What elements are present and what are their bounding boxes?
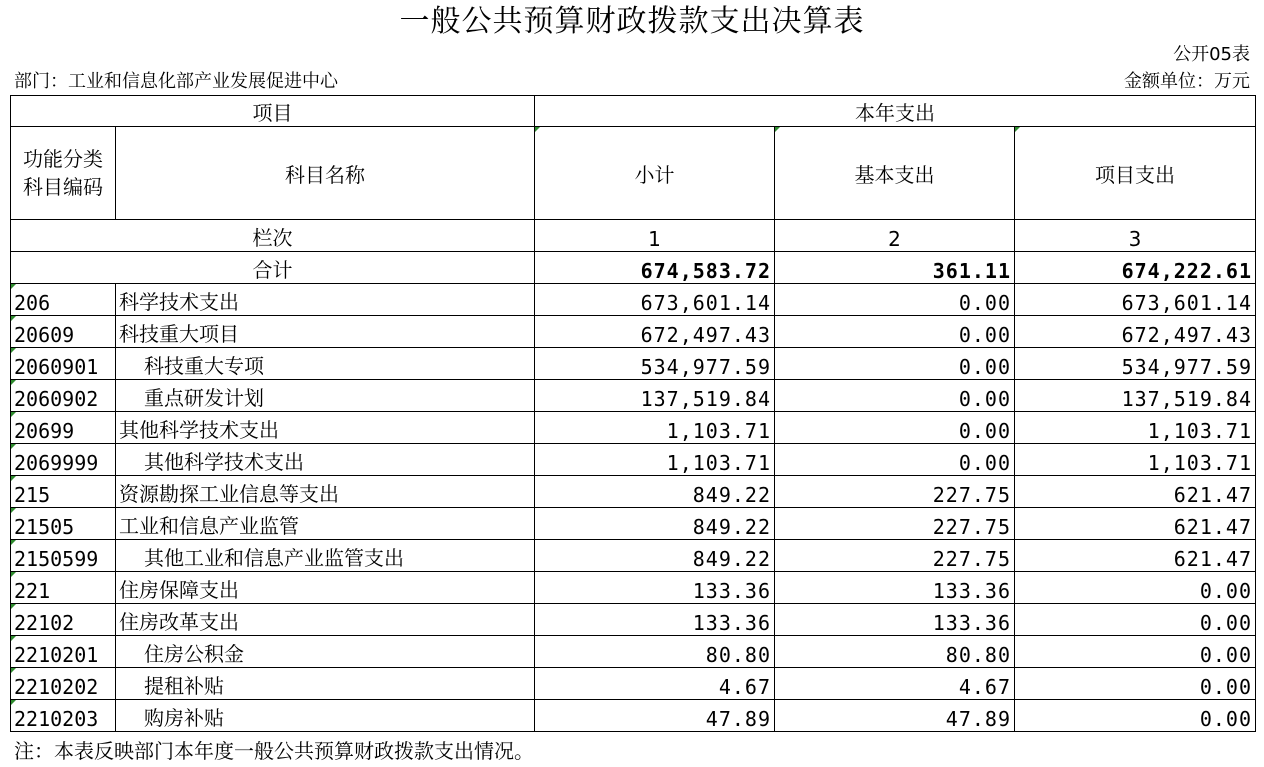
total-basic: 361.11 — [775, 252, 1015, 284]
row-subtotal: 137,519.84 — [535, 380, 775, 412]
row-project: 1,103.71 — [1015, 444, 1256, 476]
row-basic: 0.00 — [775, 412, 1015, 444]
header-current-year: 本年支出 — [535, 96, 1256, 127]
row-subtotal: 1,103.71 — [535, 412, 775, 444]
row-name: 资源勘探工业信息等支出 — [116, 476, 535, 508]
table-row — [11, 540, 1256, 572]
row-subtotal: 47.89 — [535, 700, 775, 732]
row-basic: 0.00 — [775, 380, 1015, 412]
table-row — [11, 348, 1256, 380]
row-subtotal: 534,977.59 — [535, 348, 775, 380]
header-subject-name: 科目名称 — [116, 127, 535, 220]
row-subtotal: 672,497.43 — [535, 316, 775, 348]
total-row — [11, 252, 1256, 284]
row-basic: 227.75 — [775, 540, 1015, 572]
header-row-2 — [11, 127, 1256, 220]
row-basic: 4.67 — [775, 668, 1015, 700]
column-index-2: 2 — [775, 220, 1015, 252]
row-basic: 80.80 — [775, 636, 1015, 668]
header-subtotal: 小计 — [535, 127, 775, 220]
row-code: 22102 — [11, 604, 116, 636]
row-code: 2069999 — [11, 444, 116, 476]
row-basic: 227.75 — [775, 508, 1015, 540]
row-name: 科技重大项目 — [116, 316, 535, 348]
row-subtotal: 849.22 — [535, 476, 775, 508]
table-row — [11, 668, 1256, 700]
total-project: 674,222.61 — [1015, 252, 1256, 284]
header-project-exp: 项目支出 — [1015, 127, 1256, 220]
table-row — [11, 476, 1256, 508]
row-subtotal: 80.80 — [535, 636, 775, 668]
row-project: 0.00 — [1015, 604, 1256, 636]
row-basic: 0.00 — [775, 284, 1015, 316]
row-basic: 0.00 — [775, 444, 1015, 476]
row-name: 科学技术支出 — [116, 284, 535, 316]
expenditure-table — [10, 95, 1256, 732]
header-basic: 基本支出 — [775, 127, 1015, 220]
form-number: 公开05表 — [1173, 44, 1250, 65]
row-project: 534,977.59 — [1015, 348, 1256, 380]
row-basic: 227.75 — [775, 476, 1015, 508]
table-row — [11, 316, 1256, 348]
column-index-1: 1 — [535, 220, 775, 252]
row-project: 0.00 — [1015, 668, 1256, 700]
row-project: 672,497.43 — [1015, 316, 1256, 348]
row-name: 科技重大专项 — [116, 348, 535, 380]
row-subtotal: 849.22 — [535, 508, 775, 540]
row-name: 重点研发计划 — [116, 380, 535, 412]
row-code: 2060902 — [11, 380, 116, 412]
row-subtotal: 1,103.71 — [535, 444, 775, 476]
row-code: 21505 — [11, 508, 116, 540]
row-code: 221 — [11, 572, 116, 604]
row-project: 0.00 — [1015, 636, 1256, 668]
row-code: 20609 — [11, 316, 116, 348]
column-index-row — [11, 220, 1256, 252]
row-name: 购房补贴 — [116, 700, 535, 732]
row-name: 住房保障支出 — [116, 572, 535, 604]
row-name: 住房公积金 — [116, 636, 535, 668]
row-basic: 0.00 — [775, 348, 1015, 380]
header-func-code — [11, 127, 116, 220]
table-row — [11, 380, 1256, 412]
table-row — [11, 284, 1256, 316]
column-index-label: 栏次 — [11, 220, 535, 252]
row-project: 137,519.84 — [1015, 380, 1256, 412]
row-basic: 133.36 — [775, 572, 1015, 604]
row-code: 215 — [11, 476, 116, 508]
row-basic: 0.00 — [775, 316, 1015, 348]
header-func-code-line1: 功能分类 — [23, 147, 103, 171]
row-project: 673,601.14 — [1015, 284, 1256, 316]
total-label: 合计 — [11, 252, 535, 284]
row-subtotal: 133.36 — [535, 604, 775, 636]
row-name: 其他工业和信息产业监管支出 — [116, 540, 535, 572]
row-code: 206 — [11, 284, 116, 316]
row-subtotal: 4.67 — [535, 668, 775, 700]
table-row — [11, 604, 1256, 636]
total-subtotal: 674,583.72 — [535, 252, 775, 284]
row-name: 提租补贴 — [116, 668, 535, 700]
column-index-3: 3 — [1015, 220, 1256, 252]
row-code: 2150599 — [11, 540, 116, 572]
row-project: 1,103.71 — [1015, 412, 1256, 444]
table-row — [11, 508, 1256, 540]
row-name: 住房改革支出 — [116, 604, 535, 636]
row-subtotal: 133.36 — [535, 572, 775, 604]
row-subtotal: 849.22 — [535, 540, 775, 572]
row-project: 621.47 — [1015, 540, 1256, 572]
row-name: 其他科学技术支出 — [116, 412, 535, 444]
row-code: 2060901 — [11, 348, 116, 380]
row-project: 621.47 — [1015, 476, 1256, 508]
table-row — [11, 700, 1256, 732]
header-project: 项目 — [11, 96, 535, 127]
row-project: 621.47 — [1015, 508, 1256, 540]
department-label: 部门：工业和信息化部产业发展促进中心 — [14, 71, 338, 92]
table-note: 注：本表反映部门本年度一般公共预算财政拨款支出情况。 — [14, 739, 534, 763]
page-title: 一般公共预算财政拨款支出决算表 — [399, 4, 865, 39]
row-basic: 133.36 — [775, 604, 1015, 636]
row-code: 2210201 — [11, 636, 116, 668]
row-code: 2210203 — [11, 700, 116, 732]
table-row — [11, 412, 1256, 444]
row-name: 其他科学技术支出 — [116, 444, 535, 476]
table-row — [11, 636, 1256, 668]
table-row — [11, 444, 1256, 476]
row-name: 工业和信息产业监管 — [116, 508, 535, 540]
header-func-code-line2: 科目编码 — [23, 175, 103, 199]
row-subtotal: 673,601.14 — [535, 284, 775, 316]
amount-unit-label: 金额单位：万元 — [1124, 71, 1250, 92]
table-row — [11, 572, 1256, 604]
row-code: 2210202 — [11, 668, 116, 700]
header-row-1 — [11, 96, 1256, 127]
row-code: 20699 — [11, 412, 116, 444]
row-project: 0.00 — [1015, 572, 1256, 604]
row-basic: 47.89 — [775, 700, 1015, 732]
row-project: 0.00 — [1015, 700, 1256, 732]
